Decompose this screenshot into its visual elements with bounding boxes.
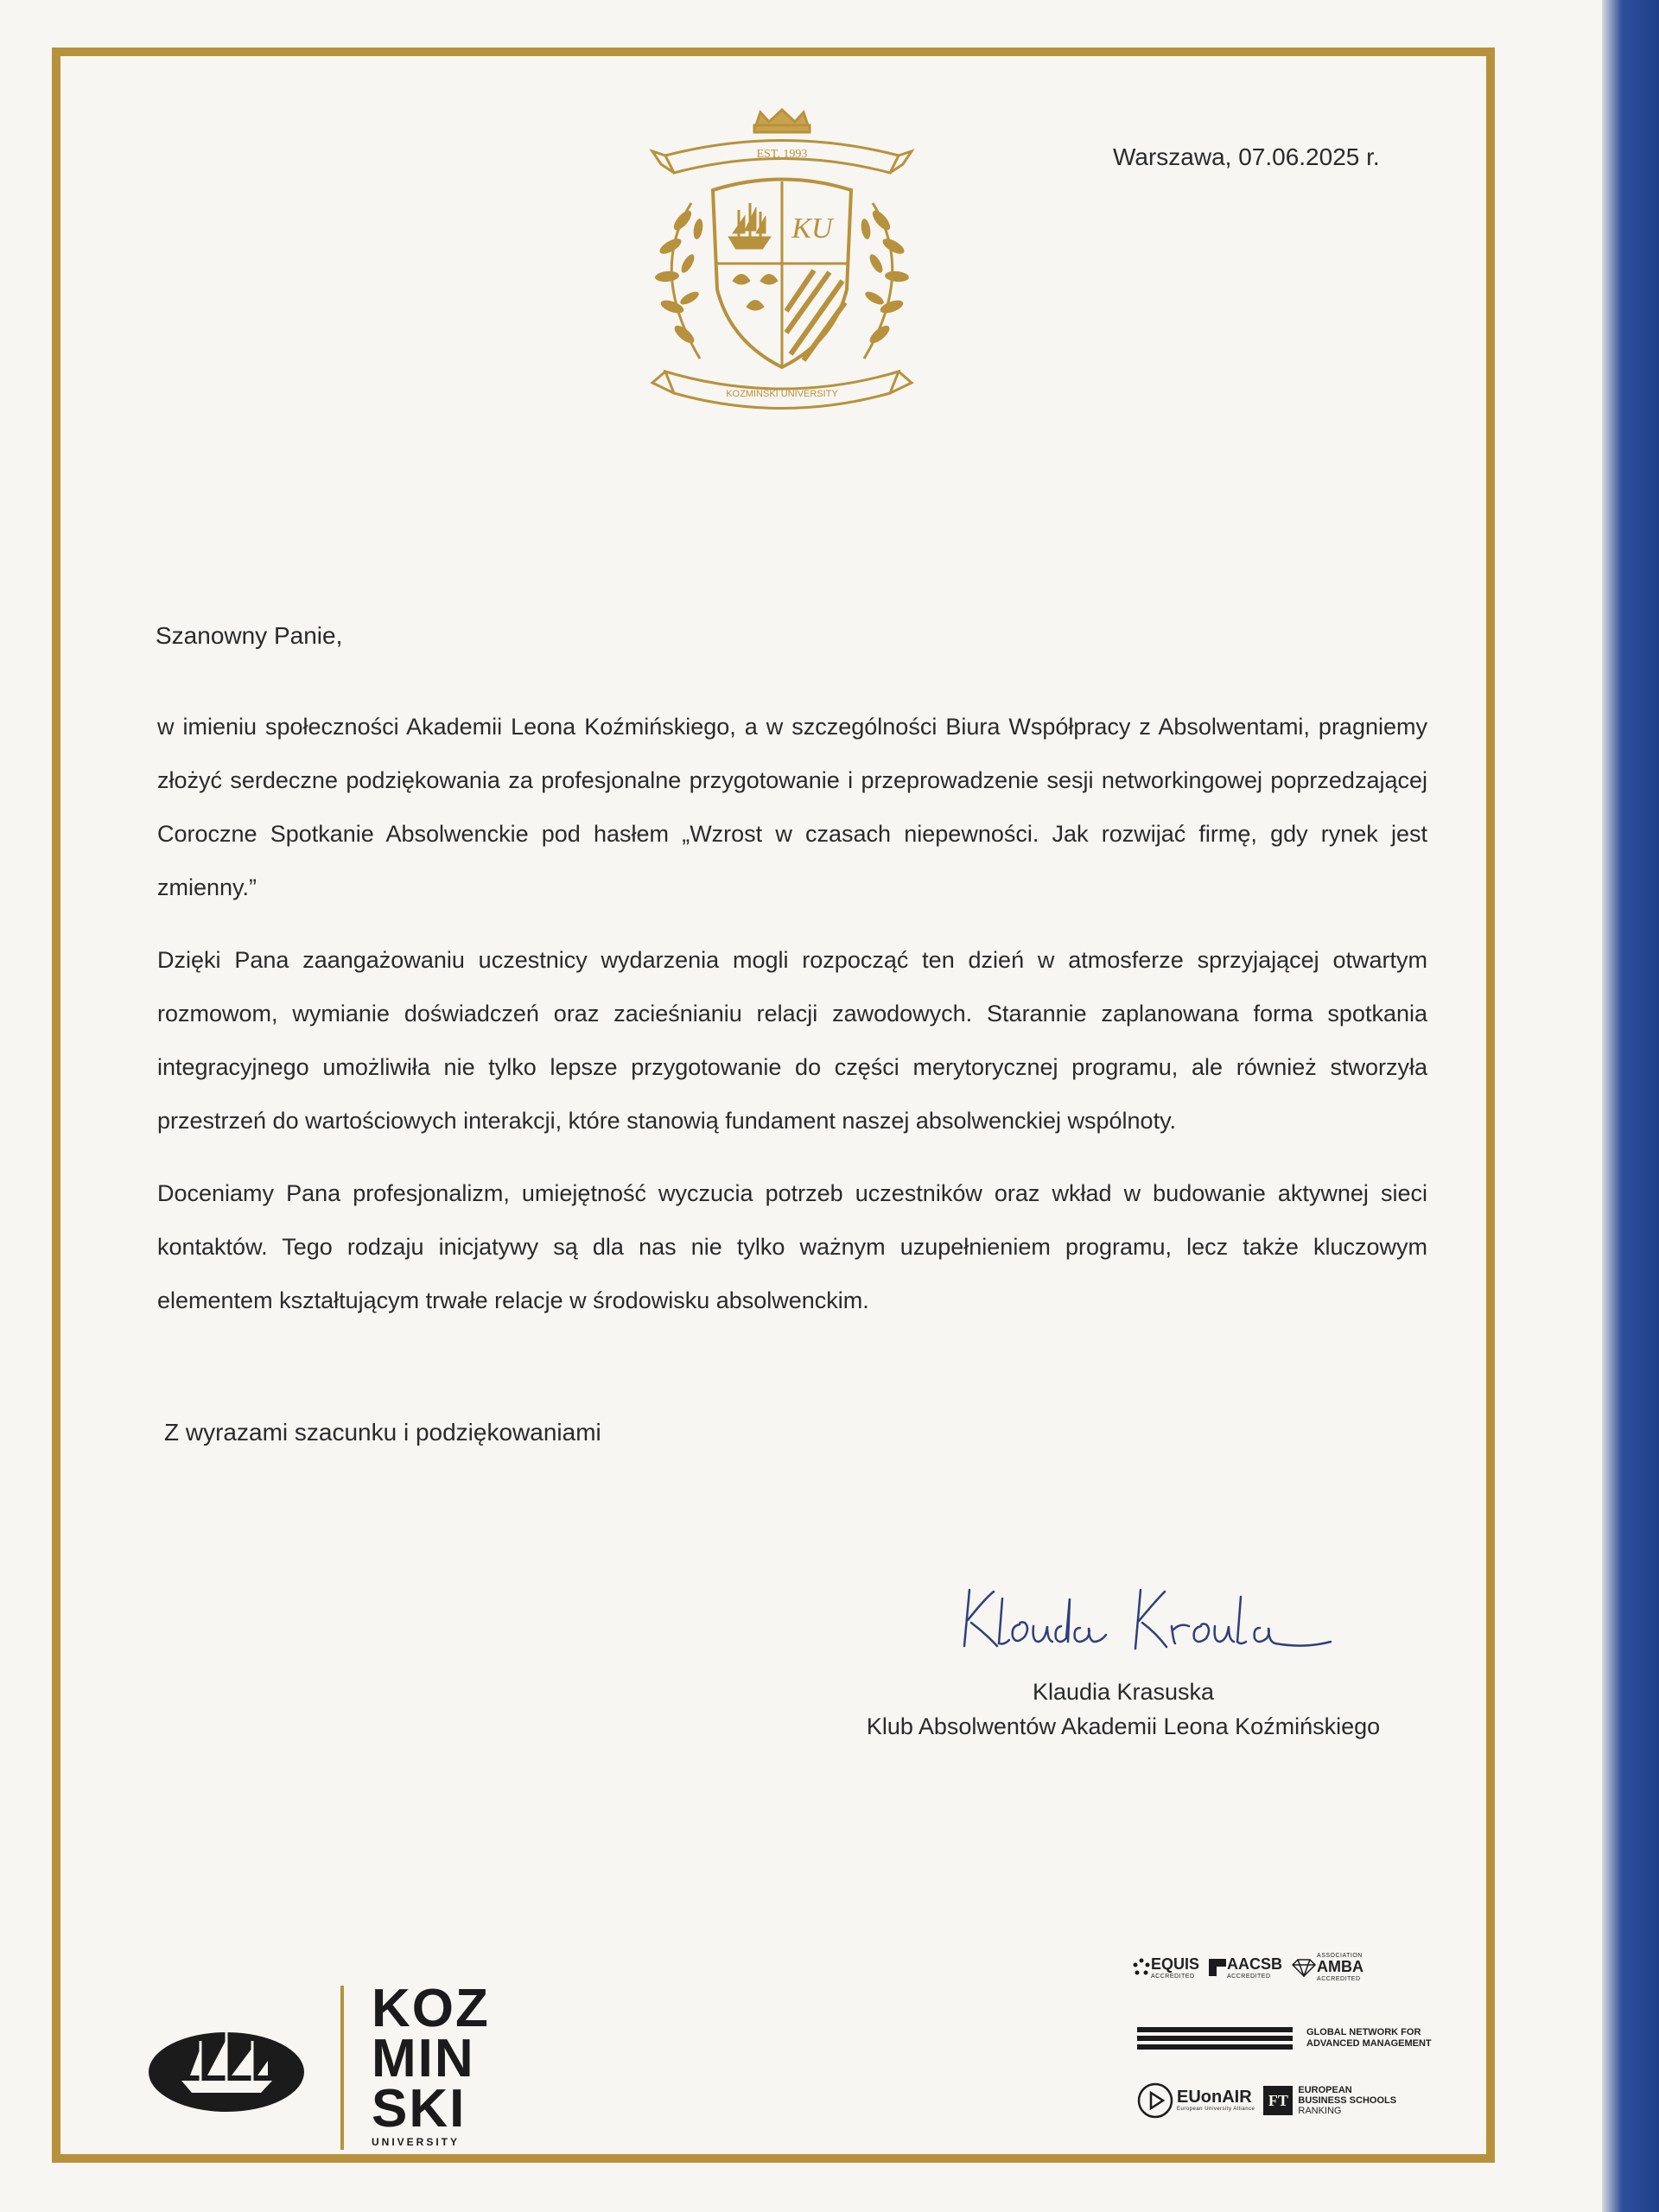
paragraph-1: w imieniu społeczności Akademii Leona Koźmińskiego, a w szczególności Biura Współpracy z Absolwentami, pragniemy złożyć serdeczne podziękowania za profesjonalne przygotowanie i przeprowadzenie sesji networkingowej poprzedzającej Coroczne Spotkanie Absolwenckie pod hasłem „Wzrost w czasach niepewności. Jak rozwijać firmę, gdy rynek jest zmienny.” <box>157 714 1427 900</box>
signer-organization: Klub Absolwentów Akademii Leona Koźmińskiego <box>866 1713 1381 1739</box>
paragraph-3: Doceniamy Pana profesjonalizm, umiejętność wyczucia potrzeb uczestników oraz wkład w budowanie aktywnej sieci kontaktów. Tego rodzaju inicjatywy są dla nas nie tylko ważnym uzupełnieniem programu, lecz także kluczowym elementem kształtującym trwałe relacje w środowisku absolwenckim. <box>157 1180 1427 1313</box>
aacsb-name: AACSB <box>1227 1955 1283 1973</box>
signer-block <box>812 1675 1434 1744</box>
euonair-play-icon <box>1137 2082 1173 2119</box>
equis-sub: ACCREDITED <box>1151 1973 1195 1980</box>
gnam-line-1: GLOBAL NETWORK FOR <box>1306 2027 1421 2037</box>
crest-ribbon-text: KOZMINSKI UNIVERSITY <box>726 389 838 399</box>
paragraph-2: Dzięki Pana zaangażowaniu uczestnicy wydarzenia mogli rozpocząć ten dzień w atmosferze sprzyjającej otwartym rozmowom, wymianie doświadczeń oraz zacieśnianiu relacji zawodowych. Starannie zaplanowana forma spotkania integracyjnego umożliwiła nie tylko lepsze przygotowanie do części merytorycznej programu, ale również stworzyła przestrzeń do wartościowych interakcji, które stanowią fundament naszej absolwenckiej wspólnoty. <box>157 947 1427 1134</box>
ft-line-2: BUSINESS SCHOOLS <box>1298 2095 1397 2106</box>
wordmark-line-2: MIN <box>372 2029 475 2088</box>
wordmark-university: UNIVERSITY <box>372 2136 461 2148</box>
kozminski-wordmark <box>372 1979 490 2148</box>
blue-folder-edge <box>1602 0 1659 2212</box>
letter-body <box>157 700 1427 1346</box>
crest-emblem <box>631 108 933 428</box>
euonair-name: EUonAIR <box>1177 2088 1252 2107</box>
aacsb-square-icon <box>1208 1958 1227 1977</box>
equis-star-icon <box>1132 1958 1151 1977</box>
gnam-bars-icon <box>1137 2027 1293 2050</box>
equis-logo <box>1132 1956 1199 1980</box>
ft-mark: FT <box>1263 2086 1293 2115</box>
amba-name: AMBA <box>1317 1958 1364 1975</box>
amba-top: ASSOCIATION <box>1317 1953 1363 1959</box>
euonair-sub: European University Alliance <box>1177 2107 1255 2112</box>
crest-monogram: KU <box>791 213 833 245</box>
amba-logo <box>1291 1953 1363 1982</box>
letter-date: Warszawa, 07.06.2025 r. <box>1113 143 1380 170</box>
wordmark-line-3: SKI <box>372 2079 467 2139</box>
ft-ranking-logo <box>1263 2085 1396 2116</box>
amba-sub: ACCREDITED <box>1317 1976 1361 1982</box>
gnam-logo <box>1137 2027 1432 2050</box>
gnam-line-2: ADVANCED MANAGEMENT <box>1306 2038 1432 2049</box>
ft-line-1: EUROPEAN <box>1298 2085 1352 2095</box>
accreditation-logos <box>1132 1953 1478 2134</box>
wordmark-line-1: KOZ <box>372 1979 490 2038</box>
handwritten-signature <box>959 1573 1339 1668</box>
amba-diamond-icon <box>1291 1958 1317 1977</box>
signer-name: Klaudia Krasuska <box>1032 1679 1215 1705</box>
equis-name: EQUIS <box>1151 1955 1200 1973</box>
ft-line-3: RANKING <box>1298 2106 1342 2116</box>
crest-est-text: EST. 1993 <box>756 148 808 161</box>
closing-phrase: Z wyrazami szacunku i podziękowaniami <box>164 1419 601 1446</box>
salutation: Szanowny Panie, <box>156 622 343 649</box>
euonair-logo <box>1137 2082 1255 2119</box>
aacsb-sub: ACCREDITED <box>1227 1973 1271 1980</box>
aacsb-logo <box>1208 1956 1282 1980</box>
